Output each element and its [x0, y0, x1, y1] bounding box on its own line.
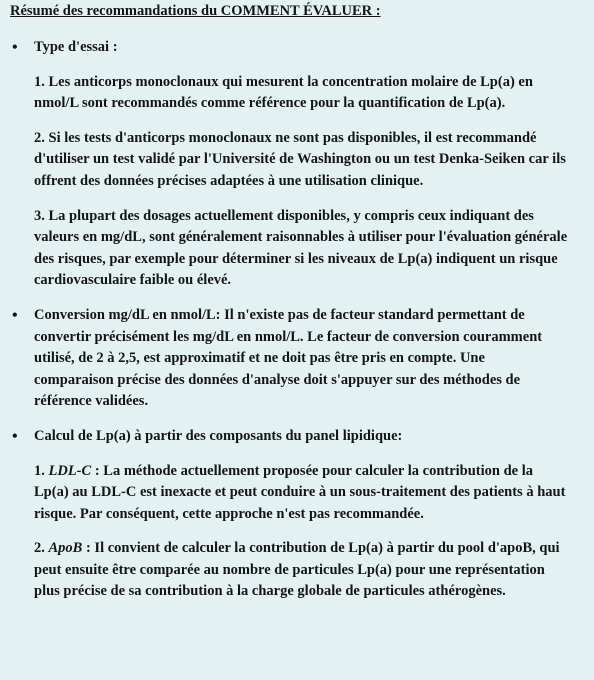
calcul-item-1-label: LDL-C	[48, 462, 92, 479]
bullet-conversion: • Conversion mg/dL en nmol/L: Il n'existe pas de facteur standard permettant de convertir précisément les mg/dL en nmol/L. Le facteur de conversion couramment utilisé, de 2 à 2,5, est approximatif et ne doit pas être pris en compte. Une comparaison précise des données d'analyse doit s'appuyer sur des méthodes de référence validées.	[10, 305, 568, 413]
bullet-calcul: • Calcul de Lp(a) à partir des composants du panel lipidique:	[10, 426, 568, 448]
type-essai-item-1: 1. Les anticorps monoclonaux qui mesurent la concentration molaire de Lp(a) en nmol/L sont recommandés comme référence pour la quantification de Lp(a).	[34, 73, 533, 112]
type-essai-item-3: 3. La plupart des dosages actuellement disponibles, y compris ceux indiquant des valeurs en mg/dL, sont généralement raisonnables à utiliser pour l'évaluation générale des risques, par exemple pour déterminer si les niveaux de Lp(a) indiquent un risque cardiovasculaire faible ou élevé.	[34, 207, 568, 289]
page-title: Résumé des recommandations du COMMENT ÉVALUER :	[10, 3, 381, 19]
calcul-item-2-label: ApoB	[48, 540, 83, 557]
calcul-item-1-text: : La méthode actuellement proposée pour calculer la contribution de la Lp(a) au LDL-C est inexacte et peut conduire à un sous-traitement des patients à haut risque. Par conséquent, cette approche n'est pas recommandée.	[34, 462, 566, 522]
calcul-item-1-number: 1.	[34, 462, 49, 479]
calcul-item-2-number: 2.	[34, 540, 49, 557]
calcul-item-apob	[10, 538, 568, 603]
calcul-item-2-text: : Il convient de calculer la contribution de Lp(a) à partir du pool d'apoB, qui peut ensuite être comparée au nombre de particules Lp(a) pour une représentation plus précise de sa contribution à la charge globale de particules athérogènes.	[34, 540, 560, 600]
calcul-item-ldl-c	[10, 461, 568, 526]
type-essai-item-2: 2. Si les tests d'anticorps monoclonaux ne sont pas disponibles, il est recommandé d'utiliser un test validé par l'Université de Washington ou un test Denka-Seiken car ils offrent des données précises adaptées à une utilisation clinique.	[34, 129, 566, 189]
bullet-type-essai: • Type d'essai :	[10, 37, 568, 59]
